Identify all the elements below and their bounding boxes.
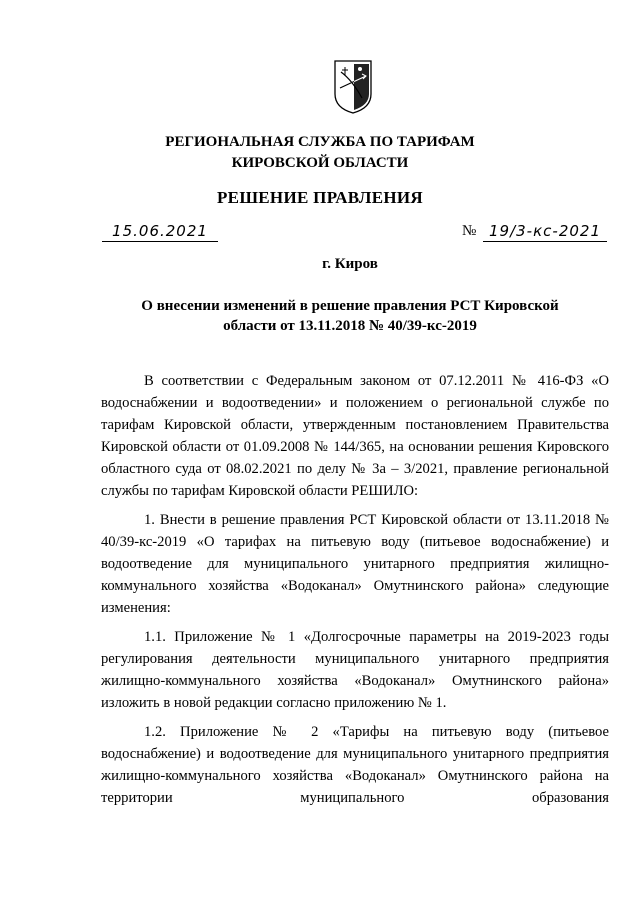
- organization-name: [0, 132, 640, 174]
- subject-line-2: области от 13.11.2018 № 40/39-кс-2019: [223, 318, 477, 334]
- body-paragraph-item-1: 1. Внести в решение правления РСТ Кировской области от 13.11.2018 № 40/39-кс-2019 «О тарифах на питьевую воду (питьевое водоснабжение) и водоотведение для муниципального унитарного предприятия жилищно-коммунального хозяйства «Водоканал» Омутнинского района» следующие изменения:: [101, 512, 609, 616]
- number-sign: №: [462, 223, 477, 239]
- org-line-1: РЕГИОНАЛЬНАЯ СЛУЖБА ПО ТАРИФАМ: [165, 134, 475, 150]
- subject-line-1: О внесении изменений в решение правления РСТ Кировской: [141, 298, 559, 314]
- body-paragraph-item-1-1: 1.1. Приложение № 1 «Долгосрочные параметры на 2019-2023 годы регулирования деятельности муниципального унитарного предприятия жилищно-коммунального хозяйства «Водоканал» Омутнинского района» изложить в новой редакции согласно приложению № 1.: [101, 629, 609, 711]
- body-paragraph-preamble: В соответствии с Федеральным законом от 07.12.2011 № 416-ФЗ «О водоснабжении и водоотведении» и положением о региональной службе по тарифам Кировской области, утвержденным постановлением Правительства Кировской области от 01.09.2008 № 144/365, на основании решения Кировского областного суда от 08.02.2021 по делу № 3а – 3/2021, правление региональной службы по тарифам Кировской области РЕШИЛО:: [101, 373, 609, 499]
- city: г. Киров: [322, 256, 378, 272]
- document-subject: [0, 296, 640, 336]
- decision-number: 19/3-кс-2021: [483, 222, 607, 242]
- body-paragraph-item-1-2: 1.2. Приложение № 2 «Тарифы на питьевую воду (питьевое водоснабжение) и водоотведение для муниципального унитарного предприятия жилищно-коммунального хозяйства «Водоканал» Омутнинского района на территории муниципального образования: [101, 724, 609, 806]
- org-line-2: КИРОВСКОЙ ОБЛАСТИ: [231, 155, 409, 171]
- document-type-title: РЕШЕНИЕ ПРАВЛЕНИЯ: [217, 188, 423, 207]
- coat-of-arms-icon: [332, 58, 374, 116]
- document-body: [101, 370, 609, 816]
- decision-date: 15.06.2021: [102, 222, 218, 242]
